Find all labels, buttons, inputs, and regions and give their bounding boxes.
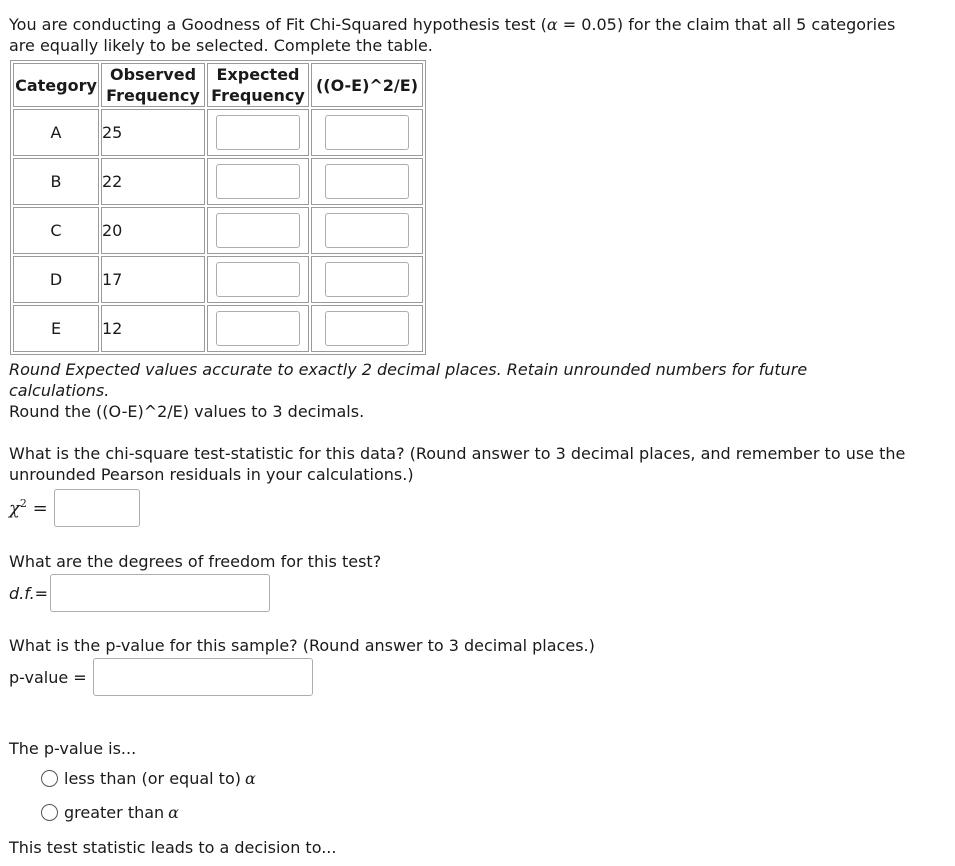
expected-input[interactable]: [216, 213, 300, 248]
header-expected: Expected Frequency: [207, 63, 309, 107]
category-cell: B: [13, 158, 99, 205]
observed-cell: 17: [101, 256, 205, 303]
decision-prompt: This test statistic leads to a decision to...: [9, 838, 337, 857]
expected-input[interactable]: [216, 311, 300, 346]
chi-component-input[interactable]: [325, 164, 409, 199]
table-row: [13, 207, 423, 254]
pvalue-question: What is the p-value for this sample? (Round answer to 3 decimal places.): [9, 636, 595, 655]
problem-container: [9, 14, 909, 858]
df-label: d.f.=: [9, 583, 49, 603]
comparison-prompt: The p-value is...: [9, 739, 137, 758]
category-cell: C: [13, 207, 99, 254]
table-row: [13, 305, 423, 352]
chi-component-cell: [311, 109, 423, 156]
goodness-of-fit-table: [10, 60, 426, 355]
header-chi-component: ((O-E)^2/E): [311, 63, 423, 107]
chi-square-answer-row: [9, 489, 909, 527]
alpha-symbol: α: [546, 15, 558, 34]
chi-component-input[interactable]: [325, 262, 409, 297]
chi-component-cell: [311, 305, 423, 352]
chi-component-input[interactable]: [325, 115, 409, 150]
pvalue-label: p-value =: [9, 667, 87, 687]
table-row: [13, 158, 423, 205]
pvalue-answer-row: [9, 658, 909, 696]
table-row: [13, 256, 423, 303]
expected-cell: [207, 158, 309, 205]
observed-cell: 25: [101, 109, 205, 156]
expected-cell: [207, 256, 309, 303]
category-cell: A: [13, 109, 99, 156]
chi-component-input[interactable]: [325, 311, 409, 346]
category-cell: D: [13, 256, 99, 303]
table-row: [13, 109, 423, 156]
chi-square-question: What is the chi-square test-statistic for this data? (Round answer to 3 decimal places, and remember to use the unrounded Pearson residuals in your calculations.): [9, 444, 906, 484]
chi-square-label: $\chi^2$ =: [9, 497, 48, 519]
chi-component-input[interactable]: [325, 213, 409, 248]
observed-cell: 12: [101, 305, 205, 352]
category-cell: E: [13, 305, 99, 352]
expected-cell: [207, 305, 309, 352]
df-answer-row: [9, 574, 909, 612]
observed-cell: 20: [101, 207, 205, 254]
round-components-note: Round the ((O-E)^2/E) values to 3 decimals.: [9, 402, 365, 421]
intro-text: You are conducting a Goodness of Fit Chi-Squared hypothesis test (α = 0.05) for the claim that all 5 categories are equally likely to be selected. Complete the table.: [9, 15, 896, 55]
chi-square-input[interactable]: [54, 489, 140, 527]
radio-button[interactable]: [41, 804, 58, 821]
chi-component-cell: [311, 256, 423, 303]
header-category: Category: [13, 63, 99, 107]
header-observed: Observed Frequency: [101, 63, 205, 107]
radio-button[interactable]: [41, 770, 58, 787]
expected-input[interactable]: [216, 262, 300, 297]
df-input[interactable]: [50, 574, 270, 612]
comparison-options: [9, 761, 909, 829]
table-header-row: [13, 63, 423, 107]
chi-component-cell: [311, 158, 423, 205]
option-greater-than-alpha[interactable]: greater than α: [41, 795, 909, 829]
expected-cell: [207, 109, 309, 156]
chi-component-cell: [311, 207, 423, 254]
option-less-than-alpha[interactable]: less than (or equal to) α: [41, 761, 909, 795]
pvalue-input[interactable]: [93, 658, 313, 696]
observed-cell: 22: [101, 158, 205, 205]
expected-input[interactable]: [216, 164, 300, 199]
df-question: What are the degrees of freedom for this test?: [9, 552, 382, 571]
expected-input[interactable]: [216, 115, 300, 150]
expected-cell: [207, 207, 309, 254]
round-expected-note: Round Expected values accurate to exactly 2 decimal places. Retain unrounded numbers for future calculations.: [9, 360, 808, 400]
